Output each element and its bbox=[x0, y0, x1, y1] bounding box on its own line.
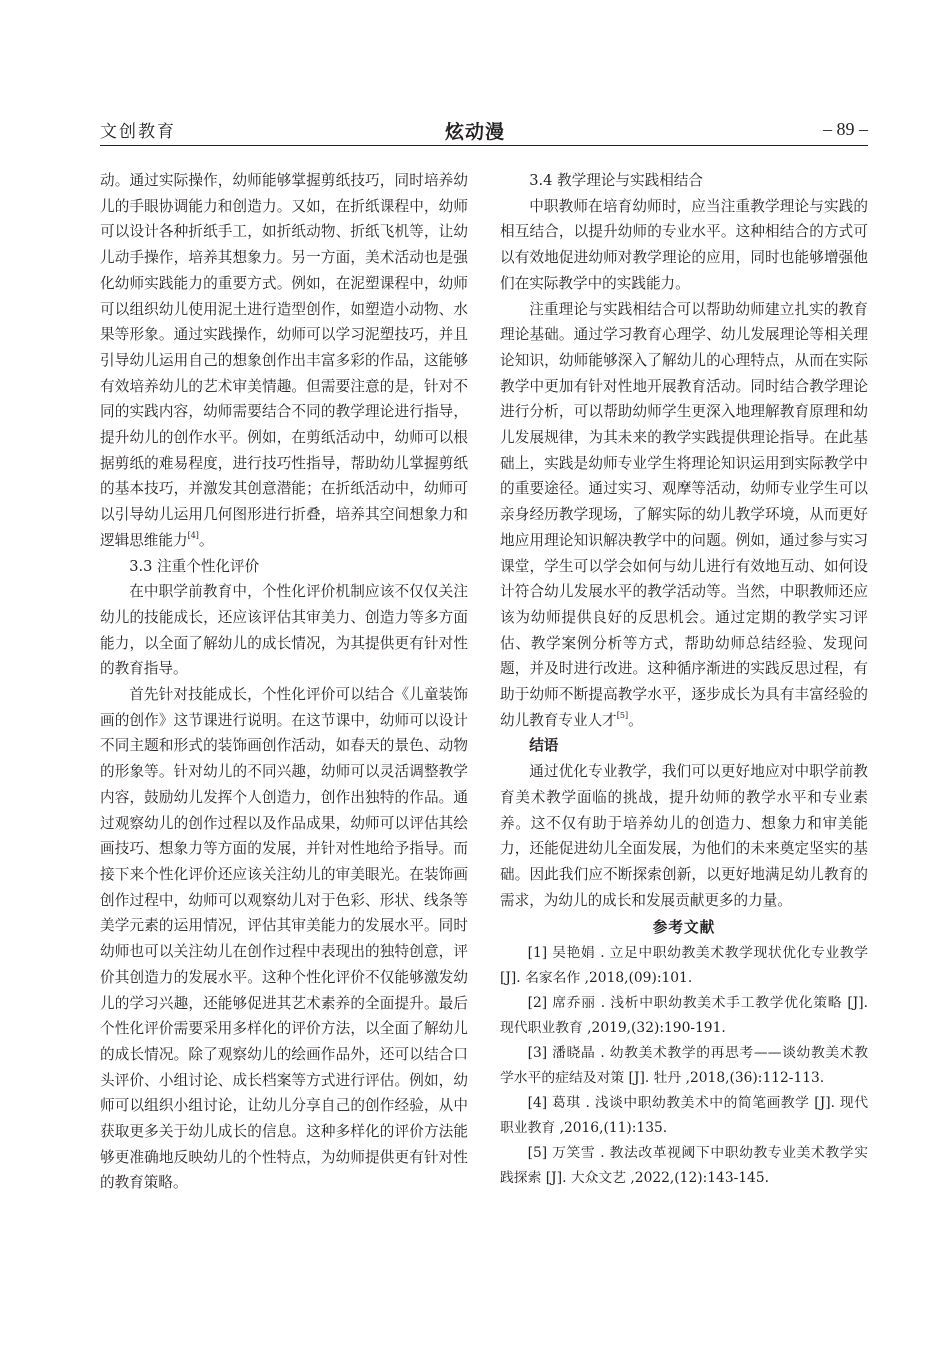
citation-marker: [4] bbox=[187, 530, 199, 540]
paragraph: 通过优化专业教学，我们可以更好地应对中职学前教育美术教学面临的挑战，提升幼师的教学水平和专业素养。这不仅有助于培养幼儿的创造力、想象力和审美能力，还能促进幼儿全面发展，为他们的未来奠定坚实的基础。因此我们应不断探索创新，以更好地满足幼儿教育的需求，为幼儿的成长和发展贡献更多的力量。 bbox=[500, 763, 868, 909]
paragraph bbox=[500, 297, 868, 734]
paragraph: 首先针对技能成长，个性化评价可以结合《儿童装饰画的创作》这节课进行说明。在这节课中，幼师可以设计不同主题和形式的装饰画创作活动，如春天的景色、动物的形象等。针对幼儿的不同兴趣，幼师可以灵活调整教学内容，鼓励幼儿发挥个人创造力，创作出独特的作品。通过观察幼儿的创作过程以及作品成果，幼师可以评估其绘画技巧、想象力等方面的发展，并针对性地给予指导。而接下来个性化评价还应该关注幼儿的审美眼光。在装饰画创作过程中，幼师可以观察幼儿对于色彩、形状、线条等美学元素的运用情况，评估其审美能力的发展水平。同时幼师也可以关注幼儿在创作过程中表现出的独特创意，评价其创造力的发展水平。这种个性化评价不仅能够激发幼儿的学习兴趣，还能够促进其艺术素养的全面提升。最后个性化评价需要采用多样化的评价方法，以全面了解幼儿的成长情况。除了观察幼儿的绘画作品外，还可以结合口头评价、小组讨论、成长档案等方式进行评估。例如，幼师可以组织小组讨论，让幼儿分享自己的创作经验，从中获取更多关于幼儿成长的信息。这种多样化的评价方法能够更准确地反映幼儿的个性特点，为幼师提供更有针对性的教育策略。 bbox=[100, 686, 468, 1192]
conclusion-heading: 结语 bbox=[529, 737, 559, 755]
paragraph-text: 注重理论与实践相结合可以帮助幼师建立扎实的教育理论基础。通过学习教育心理学、幼儿发展理论等相关理论知识，幼师能够深入了解幼儿的心理特点，从而在实际教学中更加有针对性地开展教育活动。同时结合教学理论进行分析，可以帮助幼师学生更深入地理解教育原理和幼儿发展规律，为其未来的教学实践提供理论指导。在此基础上，实践是幼师专业学生将理论知识运用到实际教学中的重要途径。通过实习、观摩等活动，幼师专业学生可以亲身经历教学现场，了解实际的幼儿教学环境，从而更好地应用理论知识解决教学中的问题。例如，通过参与实习课堂，学生可以学会如何与幼儿进行有效地互动、如何设计符合幼儿发展水平的教学活动等。当然，中职教师还应该为幼师提供良好的反思机会。通过定期的教学实习评估、教学案例分析等方式，帮助幼师总结经验、发现问题，并及时进行改进。这种循序渐进的实践反思过程，有助于幼师不断提高教学水平，逐步成长为具有丰富经验的幼儿教育专业人才 bbox=[500, 300, 868, 729]
running-header-title: 炫动漫 bbox=[444, 121, 505, 143]
section-heading-3-4: 3.4 教学理论与实践相结合 bbox=[529, 172, 703, 189]
right-column bbox=[500, 168, 868, 1191]
reference-item: [5] 万笑雪 . 教法改革视阈下中职幼教专业美术教学实践探索 [J]. 大众文艺 ,2022,(12):143-145. bbox=[500, 1145, 868, 1187]
paragraph bbox=[100, 168, 468, 554]
paragraph: 在中职学前教育中，个性化评价机制应该不仅仅关注幼儿的技能成长，还应该评估其审美力、创造力等多方面能力，以全面了解幼儿的成长情况，为其提供更有针对性的教育指导。 bbox=[100, 583, 468, 678]
paragraph: 中职教师在培育幼师时，应当注重教学理论与实践的相互结合，以提升幼师的专业水平。这种相结合的方式可以有效地促进幼师对教学理论的应用，同时也能够增强他们在实际教学中的实践能力。 bbox=[500, 197, 868, 292]
references-heading: 参考文献 bbox=[652, 919, 716, 937]
paragraph-text: 动。通过实际操作，幼师能够掌握剪纸技巧，同时培养幼儿的手眼协调能力和创造力。又如，在折纸课程中，幼师可以设计各种折纸手工，如折纸动物、折纸飞机等，让幼儿动手操作，培养其想象力。另一方面，美术活动也是强化幼师实践能力的重要方式。例如，在泥塑课程中，幼师可以组织幼儿使用泥土进行造型创作，如塑造小动物、水果等形象。通过实践操作，幼师可以学习泥塑技巧，并且引导幼儿运用自己的想象创作出丰富多彩的作品，这能够有效培养幼儿的艺术审美情趣。但需要注意的是，针对不同的实践内容，幼师需要结合不同的教学理论进行指导，提升幼儿的创作水平。例如，在剪纸活动中，幼师可以根据剪纸的难易程度，进行技巧性指导，帮助幼儿掌握剪纸的基本技巧，并激发其创意潜能；在折纸活动中，幼师可以引导幼儿运用几何图形进行折叠，培养其空间想象力和逻辑思维能力 bbox=[100, 172, 468, 549]
reference-item: [2] 席乔丽 . 浅析中职幼教美术手工教学优化策略 [J]. 现代职业教育 ,2019,(32):190-191. bbox=[500, 995, 868, 1037]
page-number: – 89 – bbox=[823, 119, 868, 139]
reference-item: [1] 吴艳娟 . 立足中职幼教美术教学现状优化专业教学 [J]. 名家名作 ,2018,(09):101. bbox=[500, 945, 868, 987]
citation-marker: [5] bbox=[616, 710, 629, 720]
left-column bbox=[100, 168, 468, 1196]
section-heading-3-3: 3.3 注重个性化评价 bbox=[129, 557, 260, 575]
paragraph-tail: 。 bbox=[198, 531, 214, 549]
reference-item: [4] 葛琪 . 浅谈中职幼教美术中的简笔画教学 [J]. 现代职业教育 ,2016,(11):135. bbox=[500, 1095, 868, 1137]
running-header-left: 文创教育 bbox=[100, 122, 176, 142]
paragraph-tail: 。 bbox=[628, 711, 643, 729]
header-rule bbox=[100, 145, 868, 146]
reference-item: [3] 潘晓晶 . 幼教美术教学的再思考——谈幼教美术教学水平的症结及对策 [J]. 牡丹 ,2018,(36):112-113. bbox=[500, 1045, 868, 1087]
